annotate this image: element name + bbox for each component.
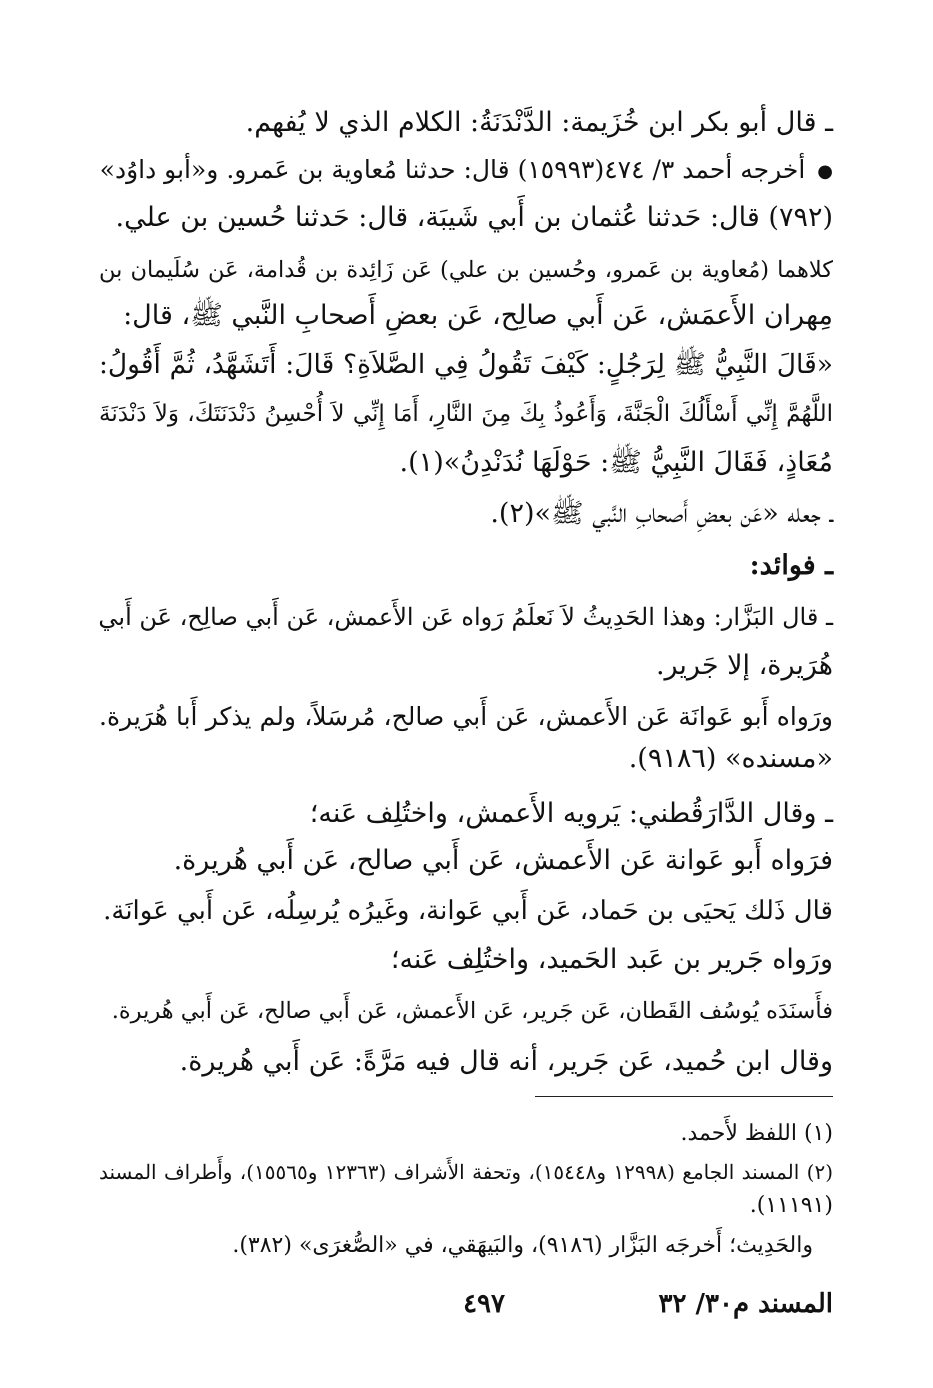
- footnote: (١١١٩١).: [749, 1193, 833, 1218]
- footnote: (٢) المسند الجامع (١٢٩٩٨ و١٥٤٤٨)، وتحفة الأَشراف (١٢٣٦٣ و١٥٥٦٥)، وأَطراف المسند: [99, 1160, 833, 1184]
- section-heading: ـ فوائد:: [749, 550, 833, 581]
- text-line: فرَواه أَبو عَوانة عَن الأَعمش، عَن أَبي صالح، عَن أَبي هُريرة.: [173, 845, 833, 876]
- text-line: كلاهما (مُعاوية بن عَمرو، وحُسين بن علي) عَن زَائِدة بن قُدامة، عَن سُلَيمان بن: [99, 257, 833, 283]
- text-line: وقال ابن حُميد، عَن جَرير، أنه قال فيه مَرَّةً: عَن أَبي هُريرة.: [179, 1046, 833, 1077]
- text-line: ـ قال أبو بكر ابن خُزَيمة: الدَّنْدَنَةُ: الكلام الذي لا يُفهم.: [245, 107, 833, 138]
- text-line: (٧٩٢) قال: حَدثنا عُثمان بن أَبي شَيبَة، قال: حَدثنا حُسين بن علي.: [115, 202, 833, 233]
- text-line: قال ذَلك يَحيَى بن حَماد، عَن أَبي عَوانة، وغَيرُه يُرسِلُه، عَن أَبي عَوانَة.: [103, 896, 833, 926]
- book-reference: المسند م٣٠/ ٣٢: [658, 1289, 833, 1319]
- text-line-bulleted: ● أخرجه أحمد ٣/ ٤٧٤(١٥٩٩٣) قال: حدثنا مُعاوية بن عَمرو. و«أبو داوُد»: [99, 150, 833, 192]
- hadith-text-line: «قَالَ النَّبِيُّ ﷺ لِرَجُلٍ: كَيْفَ تَقُولُ فِي الصَّلاَةِ؟ قَالَ: أَتَشَهَّدُ، ثُمَّ أَقُولُ:: [99, 349, 833, 380]
- text-line: ـ وقال الدَّارَقُطني: يَرويه الأَعمش، واختُلِف عَنه؛: [309, 798, 833, 829]
- text-line: ـ قال البَزَّار: وهذا الحَدِيثُ لاَ نَعلَمُ رَواه عَن الأَعمش، عَن أَبي صالِح، عَن أَبي: [98, 603, 833, 631]
- text-line: ورَواه جَرير بن عَبد الحَميد، واختُلِف عَنه؛: [390, 944, 833, 975]
- text-line: فأَسنَدَه يُوسُف القَطان، عَن جَرير، عَن الأَعمش، عَن أَبي صالح، عَن أَبي هُريرة.: [111, 998, 833, 1024]
- text-line: ـ جعله «عَن بعضِ أَصحابِ النَّبي ﷺ»(٢).: [490, 498, 833, 529]
- footnote: (١) اللفظ لأَحمد.: [680, 1121, 833, 1146]
- text-line: هُرَيرة، إلا جَرير.: [655, 650, 833, 681]
- hadith-text-line: اللَّهُمَّ إِنِّي أَسْأَلُكَ الْجَنَّةَ، وَأَعُوذُ بِكَ مِنَ النَّارِ، أَمَا إِنِّي لاَ أُحْسِنُ دَنْدَنَتَكَ، وَلاَ دَنْدَنَةَ: [99, 401, 833, 427]
- text-line: ورَواه أَبو عَوانَة عَن الأَعمش، عَن أَبي صالح، مُرسَلاً، ولم يذكر أَبا هُرَيرة.: [99, 702, 833, 731]
- page-number: ٤٩٧: [463, 1289, 505, 1319]
- text-line: مِهران الأَعمَش، عَن أَبي صالِح، عَن بعضِ أَصحابِ النَّبي ﷺ، قال:: [123, 300, 833, 331]
- text-line: «مسنده» (٩١٨٦).: [628, 743, 833, 774]
- footnote-separator: [535, 1096, 833, 1097]
- hadith-text-line: مُعَاذٍ، فَقَالَ النَّبِيُّ ﷺ: حَوْلَهَا نُدَنْدِنُ»(١).: [399, 447, 833, 478]
- bullet-icon: [805, 155, 833, 184]
- footnote: والحَدِيث؛ أَخرجَه البَزَّار (٩١٨٦)، والبَيهَقي، في «الصُّغرَى» (٣٨٢).: [232, 1233, 813, 1258]
